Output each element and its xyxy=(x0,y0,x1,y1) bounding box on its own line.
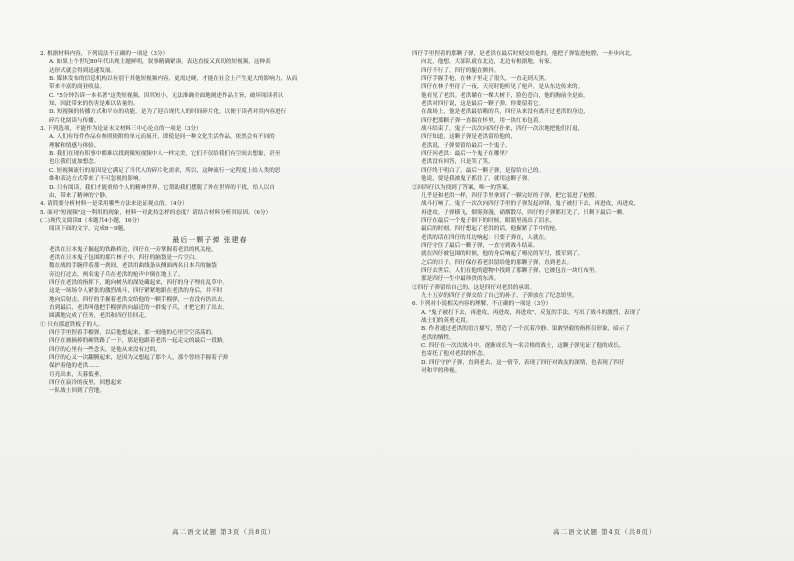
left-page-text-line: 理解和情感与体验。 xyxy=(49,142,100,149)
left-page-text-line: 带来丰富的商业收益。 xyxy=(49,84,105,91)
left-page-text-line: D. 短视频的传播方式和平台的功能，是为了迎合现代人的时间碎片化，以便于读者对其内容进行 xyxy=(49,109,287,116)
right-page-text-line: 四仔去世后，人们在他的遗物中找到了那颗子弹，它被包在一块红布里。 xyxy=(421,267,601,274)
left-page-text-line: 维和表达方式带来了不可忽视的影响。 xyxy=(49,176,145,183)
right-page-text-line: 老洪对四仔说，这是最后一颗子弹，你要留着它。 xyxy=(421,101,545,108)
right-page-text-line: 四仔问老洪：最后一个鬼子在哪里？ xyxy=(421,151,511,158)
right-page-text-line: A. "鬼子被打下去，再进攻，再进攻，再进攻"，反复的手法，写出了战斗的激烈，表现了 xyxy=(421,309,641,316)
left-page-text-line: 4. 请简要分析材料一是采用哪些方法来论证观点的。（4分） xyxy=(40,201,188,208)
left-page-text-line: 四仔的心又一次翻腾起来，是因为又想起了那个人，那个曾经手握着子弹 xyxy=(49,355,229,362)
right-page xyxy=(412,50,752,520)
right-page-text-line: 向北，他想，大部队就在北边，北边有根据地，有家。 xyxy=(421,59,556,66)
left-page-text-line: D. 只有阅读，我们才能重拾个人的精神世界，它帮助我们摆脱了外在世界的干扰，给人以自 xyxy=(49,184,275,191)
left-page-text-line: 也让我们更加想念。 xyxy=(49,159,100,166)
right-page-text-line: 四仔把那颗子弹一直揣在怀里，用一块红布包着。 xyxy=(421,117,545,124)
left-page-text-line: 5. 面对"短视频"这一利用的现象，材料一对此持怎样的态度？请结合材料分析其原因。（6分） xyxy=(40,209,272,216)
left-page-text-line: 阅读下面的文字，完成6～9题。 xyxy=(49,226,129,233)
left-page-text-line: (二)现代文阅读Ⅱ（本题共4小题，16分） xyxy=(40,217,143,224)
right-page-text-line: 四仔在林子里待了一夜，天亮时他听见了枪声，是从东边传来的。 xyxy=(421,84,584,91)
left-page-text-line: 2. 根据材料内容，下列说法不正确的一项是（3分） xyxy=(40,51,169,57)
right-page-text-line: 老洪说，子弹要留给最后一个鬼子。 xyxy=(421,142,511,149)
left-page-text-line: 数在战的手腕伴着那一刹间，老洪用曲线条从侧面两名日本兵的脑袋 xyxy=(49,263,217,270)
right-page-footer: 高二语文试题 第4页（共8页） xyxy=(553,528,657,536)
left-page-text-line: 由，带来了精神的宁静。 xyxy=(49,192,111,199)
left-page-text-line: A. 人们有每件作品有参照依附的单元而展开，即使是同一种文化生活作品，依然会有不同的 xyxy=(49,134,275,141)
left-page-text-line: 保护着他的老洪…… xyxy=(49,363,100,370)
left-page-text-line: 旁边打过去，两名鬼子兵在老洪的枪声中倒在地上了。 xyxy=(49,271,184,278)
right-page-text-line: 战斗结束了，鬼子一次次向四仔扑来，四仔一次次地把他们打退， xyxy=(421,126,584,133)
left-page-text-line: 四仔的心里有一些念头，是他从来没有过的。 xyxy=(49,346,161,353)
right-page-text-line: B. 作者通过老洪的语言描写，塑造了一个沉着冷静、果敢坚毅的指挥员形象，暗示了 xyxy=(421,326,631,333)
left-page-text-line: 这是一场场令人紧张的激烈战斗，四仔紧紧地跟在老洪的身后，并不时 xyxy=(49,288,223,295)
right-page-text-line: 在战场上，他是老洪最信赖的兵，四仔从来没有离开过老洪的身边， xyxy=(421,109,589,116)
right-page-text-line: 老洪没有回答，只是笑了笑。 xyxy=(421,159,494,166)
right-page-text-line: 四仔守住了最后一颗子弹，一直守到战斗结束。 xyxy=(421,242,539,249)
left-page-text-line: B. 媒体发布的信息机构以有别于其他短视频内容，更需过硬，才能在社会上产生更大的影响力，从而 xyxy=(49,76,298,83)
right-page-text-line: 四仔不行了，四仔的腿在颤抖。 xyxy=(421,67,500,74)
right-page-text-line: 那是四仔一生中最珍贵的东西。 xyxy=(421,276,500,283)
right-page-text-line: 之后的日子，四仔保存着老洪留给他的那颗子弹，直到老去。 xyxy=(421,259,573,266)
left-page-text-line: ① 只有那道铁板子的人。 xyxy=(40,321,104,328)
left-page-text-line: 老洪在日本鬼子掘起的铁路桥边，四仔在一旁掌握着老洪的机关枪， xyxy=(49,246,217,253)
right-page-text-line: 四仔知道，这颗子弹是老洪留给他的， xyxy=(421,134,517,141)
right-page-text-line: 四仔手里捏着的那颗子弹，是老洪在最后时刻交给他的。他把子弹装进枪膛，一步步向北， xyxy=(412,51,636,57)
right-page-text-line: 四仔手握手枪，在林子里走了很久，一直走到天黑。 xyxy=(421,76,550,83)
left-page-text-line: A. 如果上个世纪80年代出现主题鲜明，叙事精确紧凑，表达直接又真切的短视频，这种表 xyxy=(49,59,271,66)
right-page-text-line: 老洪的话在四仔的耳边响起：只要子弹在，人就在。 xyxy=(421,234,550,241)
right-page-text-line: 他看见了老洪。老洪躺在一棵大树下，脸色苍白，他的胸前全是血。 xyxy=(421,92,589,99)
left-page-text-line: 一队战士回到了营地。 xyxy=(49,388,105,395)
left-page-text-line: 月亮出来，天暮低垂， xyxy=(49,371,105,378)
right-page-text-line: C. 四仔在一次次战斗中，逐渐成长为一名合格的战士，这颗子弹见证了他的成长， xyxy=(421,343,625,350)
left-page-text-line: 直到最后，老洪叫他把手榴弹扔向最近的一群鬼子兵，才把它扔了出去。 xyxy=(49,304,229,311)
left-page-text-line: C. 短视频流行的原因是它满足了当代人的碎片化需求，所以，这种流行一定程度上给人类的思 xyxy=(49,167,281,174)
left-page-text-line: 四仔在寂冷的夜里，回想起来 xyxy=(49,380,122,387)
left-page-text-line: 四仔在被摘掉的硬铁路了一下，那是他跟着老洪一起走完的最后一段路。 xyxy=(49,338,229,345)
left-page-text-line: C. "5分钟告诉一本名著"这类短视频，因其短小，无法准确全面地阐述作品主旨，破坏阅读者认 xyxy=(49,92,284,99)
right-page-text-line: 也寄托了他对老洪的怀念。 xyxy=(421,351,489,358)
right-page-text-line: 战士们的英勇无畏。 xyxy=(421,318,472,324)
right-page-text-line: 6. 下列对小说相关内容的理解，不正确的一项是（3分） xyxy=(412,301,552,308)
right-page-text-line: 再进攻。子弹横飞，烟雾弥漫，硝烟散尽，四仔的子弹都打光了，只剩下最后一颗。 xyxy=(421,209,628,216)
right-page-text-line: 战斗打响了，鬼子一次次向四仔手里的子弹发起冲锋，鬼子被打下去，再进攻，再进攻， xyxy=(421,201,640,208)
story-title: 最后一颗子弹 张建春 xyxy=(172,235,248,244)
left-page-text-line: 知，因此带来的伤害是难以估量的。 xyxy=(49,101,139,108)
right-page-text-line: ②四仔子弹留给自己的，这是四仔对老洪的承诺。 xyxy=(412,284,536,291)
right-page-text-line: ②回四仔以为找到了答案，唯一的答案。 xyxy=(412,184,513,191)
left-page xyxy=(40,50,380,520)
left-page-text-line: 四仔手里捏着手榴弹，以后他想起来，那一刻他的心里空空荡荡的。 xyxy=(49,330,217,336)
right-page-text-line: 几乎是和老洪一样，四仔手里拿到了一颗完好的子弹，把它装进了枪膛。 xyxy=(421,192,601,199)
right-page-text-line: 四仔终于明白了，最后一颗子弹，是留给自己的。 xyxy=(421,167,545,174)
left-page-text-line: 达形式就会得到迅速发展。 xyxy=(49,67,117,74)
left-page-text-line: 地向后射击。四仔的手握着老洪交给他的一颗手榴弹，一直没有扔出去。 xyxy=(49,296,229,303)
right-page-text-line: 九十五岁的四仔子弹交给了自己的孙子，子弹放在了纪念馆里。 xyxy=(421,292,578,299)
right-page-text-line: 老洪的牺牲。 xyxy=(421,334,455,341)
right-page-text-line: 对和平的珍视。 xyxy=(421,368,461,375)
right-page-text-line: 四仔在最后一个鬼子倒下的时候，眼睛里流出了泪水。 xyxy=(421,217,556,224)
left-page-footer: 高二语文试题 第3页（共8页） xyxy=(172,528,276,536)
right-page-text-line: D. 四仔守护子弹，直到老去，这一情节，表现了四仔对战友的深情，也表现了四仔 xyxy=(421,359,625,366)
right-page-text-line: 他说，要是我被鬼子抓住了，就用这颗子弹。 xyxy=(421,176,533,183)
left-page-text-line: B. 我们在现有积事中都难以找到像短视频中人一样完美，它们不仅给我们有空间去想象，甚至 xyxy=(49,151,281,158)
left-page-text-line: 3. 下列选项，不能作为论证末文材料三中心论点的一项是（3分） xyxy=(40,126,202,133)
right-page-text-line: 就在四仔被包围的时候，他的身后响起了嘹亮的军号，援军到了。 xyxy=(421,251,584,258)
left-page-text-line: 碎片化阅读与传播。 xyxy=(49,117,100,124)
left-page-text-line: 老洪在日本鬼子包围的那片林子中。四仔的脑袋是一片空白。 xyxy=(49,254,201,261)
left-page-text-line: 圆满地完成了任务，老洪和四仔往回走， xyxy=(49,313,150,320)
left-page-text-line: 四仔在老洪的指挥下，跑向树丛的深处藏起来，四仔的身子埋在乱草中。 xyxy=(49,279,229,286)
right-page-text-line: 最后的时刻，四仔想起了老洪的话，他握紧了手中的枪。 xyxy=(421,226,561,233)
